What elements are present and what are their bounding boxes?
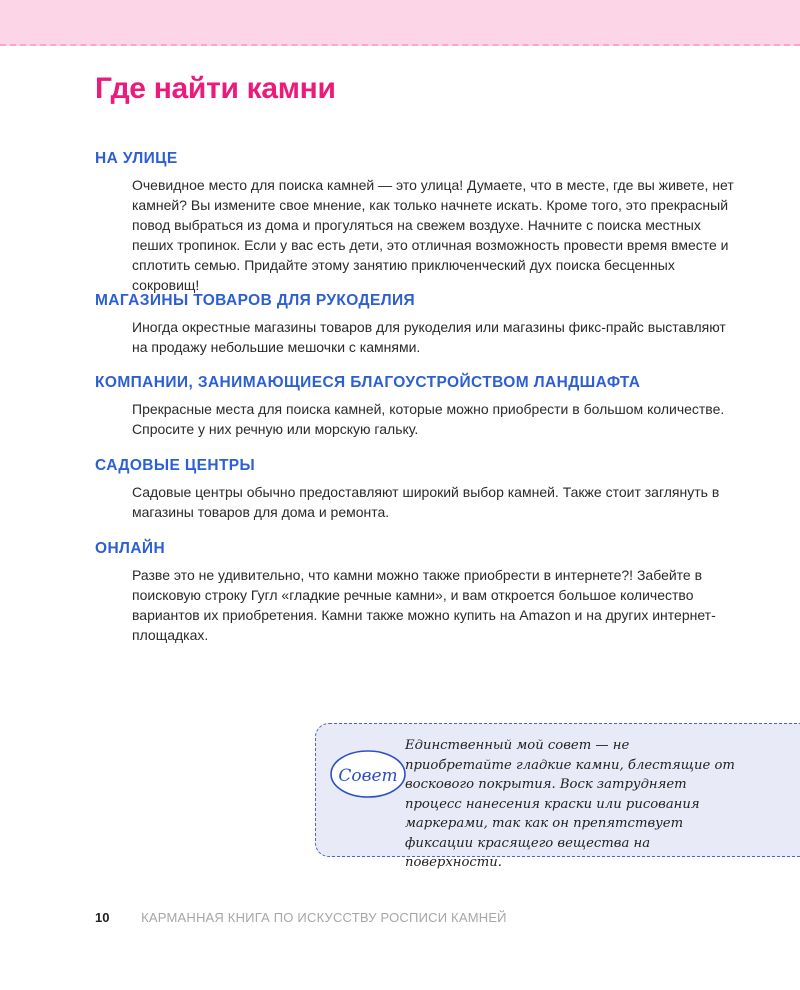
- page-title: Где найти камни: [95, 72, 336, 105]
- section-street: [95, 150, 745, 295]
- section-craft-stores: [95, 292, 745, 357]
- section-body: Очевидное место для поиска камней — это улица! Думаете, что в месте, где вы живете, нет камней? Вы измените свое мнение, как только начнете искать. Кроме того, это прекрасный повод выбраться из дома и прогуляться на свежем воздухе. Начните с поиска местных пеших тропинок. Если у вас есть дети, это отличная возможность провести время вместе и сплотить семью. Придайте этому занятию приключенческий дух поиска бесценных сокровищ!: [132, 177, 734, 293]
- tip-text: Единственный мой совет — не приобретайте гладкие камни, блестящие от воскового покрытия. Воск затрудняет процесс нанесения краски или рисования маркерами, так как он препятствует фиксации красящего вещества на поверхности.: [405, 738, 735, 870]
- section-online: [95, 540, 745, 645]
- tip-box: [315, 723, 800, 870]
- section-heading: МАГАЗИНЫ ТОВАРОВ ДЛЯ РУКОДЕЛИЯ: [95, 292, 416, 309]
- section-heading: НА УЛИЦЕ: [95, 150, 178, 167]
- section-body: Прекрасные места для поиска камней, которые можно приобрести в большом количестве. Спросите у них речную или морскую гальку.: [132, 401, 725, 437]
- book-title: КАРМАННАЯ КНИГА ПО ИСКУССТВУ РОСПИСИ КАМНЕЙ: [141, 910, 507, 925]
- page-footer: [95, 910, 507, 925]
- section-heading: КОМПАНИИ, ЗАНИМАЮЩИЕСЯ БЛАГОУСТРОЙСТВОМ ЛАНДШАФТА: [95, 374, 641, 391]
- tip-badge-label: Совет: [338, 766, 398, 786]
- section-body: Садовые центры обычно предоставляют широкий выбор камней. Также стоит заглянуть в магазины товаров для дома и ремонта.: [132, 484, 720, 520]
- section-heading: ОНЛАЙН: [95, 540, 166, 557]
- page-number: 10: [95, 910, 110, 925]
- section-garden-centers: [95, 457, 745, 522]
- section-heading: САДОВЫЕ ЦЕНТРЫ: [95, 457, 256, 474]
- top-decorative-band: [0, 0, 800, 46]
- section-body: Разве это не удивительно, что камни можно также приобрести в интернете?! Забейте в поисковую строку Гугл «гладкие речные камни», и вам откроется большое количество вариантов их приобретения. Камни также можно купить на Amazon и на других интернет-площадках.: [132, 567, 716, 643]
- section-landscaping: [95, 374, 745, 439]
- section-body: Иногда окрестные магазины товаров для рукоделия или магазины фикс-прайс выставляют на продажу небольшие мешочки с камнями.: [132, 319, 726, 355]
- tip-badge-icon: [328, 748, 408, 800]
